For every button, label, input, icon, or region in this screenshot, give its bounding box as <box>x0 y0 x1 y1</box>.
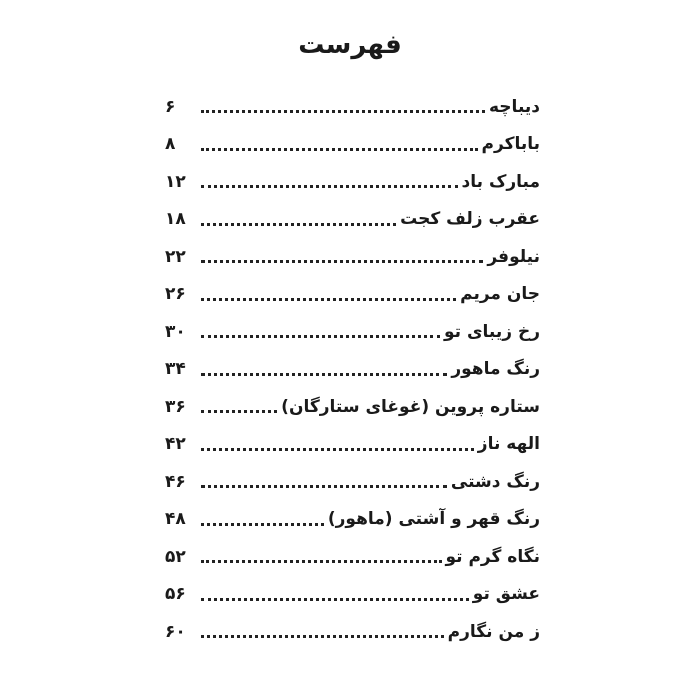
toc-page-number: ۴۶ <box>165 471 186 492</box>
toc-entry-title: رنگ دشتی <box>450 471 540 492</box>
toc-row <box>165 388 540 426</box>
toc-row <box>165 201 540 239</box>
toc-entry-title: مبارک باد <box>461 171 540 192</box>
toc-page-number: ۶ <box>165 96 176 117</box>
dot-leader <box>201 635 444 638</box>
dot-leader <box>201 448 474 451</box>
toc-row <box>165 313 540 351</box>
toc-page-number: ۴۸ <box>165 509 186 530</box>
page-title: فهرست <box>298 30 402 60</box>
toc-entry-title: باباکرم <box>481 134 540 155</box>
dot-leader <box>201 410 277 413</box>
dot-leader <box>201 485 447 488</box>
toc-row <box>165 238 540 276</box>
toc-entry-title: نگاه گرم تو <box>445 546 540 567</box>
dot-leader <box>201 148 478 151</box>
toc-page-number: ۵۲ <box>165 546 186 567</box>
toc-entry-title: رنگ قهر و آشتی (ماهور) <box>327 509 540 530</box>
toc-entry-title: جان مریم <box>460 284 540 305</box>
toc-page-number: ۲۶ <box>165 284 186 305</box>
toc-page-number: ۴۲ <box>165 434 186 455</box>
toc-page-number: ۵۶ <box>165 584 186 605</box>
toc-row <box>165 538 540 576</box>
toc-entry-title: الهه ناز <box>477 434 540 455</box>
toc-page-number: ۱۲ <box>165 171 186 192</box>
toc-row <box>165 426 540 464</box>
toc-row <box>165 613 540 651</box>
dot-leader <box>201 110 485 113</box>
toc-entry-title: عقرب زلف کجت <box>400 209 540 230</box>
toc-entry-title: ستاره پروین (غوغای ستارگان) <box>281 396 540 417</box>
toc-page-number: ۲۲ <box>165 246 186 267</box>
dot-leader <box>201 598 469 601</box>
toc-row <box>165 576 540 614</box>
toc-entry-title: دیباچه <box>489 96 540 117</box>
dot-leader <box>201 373 447 376</box>
toc-page-number: ۳۶ <box>165 396 186 417</box>
toc-row <box>165 463 540 501</box>
toc-row <box>165 276 540 314</box>
dot-leader <box>201 523 324 526</box>
toc-row <box>165 351 540 389</box>
dot-leader <box>201 223 396 226</box>
toc-entry-title: رخ زیبای تو <box>444 321 540 342</box>
dot-leader <box>201 298 456 301</box>
toc-row <box>165 163 540 201</box>
toc-entry-title: نیلوفر <box>487 246 540 267</box>
toc-page-number: ۳۴ <box>165 359 186 380</box>
toc-row <box>165 501 540 539</box>
toc-row <box>165 88 540 126</box>
toc-row <box>165 126 540 164</box>
toc-page-number: ۳۰ <box>165 321 186 342</box>
toc-entry-title: ز من نگارم <box>447 621 540 642</box>
dot-leader <box>201 560 442 563</box>
toc-page-number: ۶۰ <box>165 621 186 642</box>
toc-entry-title: رنگ ماهور <box>451 359 540 380</box>
toc-page-number: ۸ <box>165 134 176 155</box>
table-of-contents <box>165 88 540 651</box>
toc-page-number: ۱۸ <box>165 209 186 230</box>
toc-entry-title: عشق تو <box>472 584 540 605</box>
dot-leader <box>201 260 483 263</box>
dot-leader <box>201 335 440 338</box>
dot-leader <box>201 185 458 188</box>
